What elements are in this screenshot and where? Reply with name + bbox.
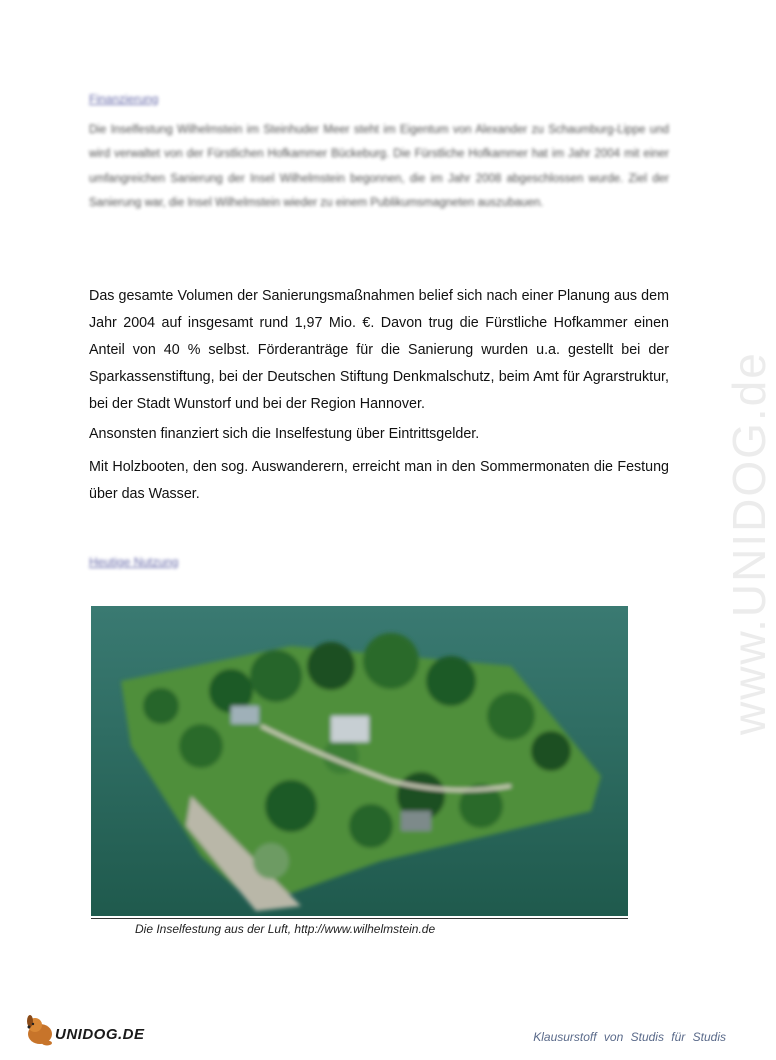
figure-caption: Die Inselfestung aus der Luft, http://www.wilhelmstein.de	[135, 922, 436, 936]
logo-text: UNIDOG.DE	[55, 1026, 145, 1043]
footer-text: Klausurstoff von Studis für Studis	[533, 1030, 726, 1044]
paragraph-holzbooten: Mit Holzbooten, den sog. Auswanderern, erreicht man in den Sommermonaten die Festung über das Wasser.	[89, 459, 669, 502]
watermark: www.UNIDOG.de	[723, 351, 775, 735]
section-heading-heutige-nutzung: Heutige Nutzung	[89, 555, 179, 569]
island-photo	[91, 606, 628, 916]
blurred-paragraph: Die Inselfestung Wilhelmstein im Steinhuder Meer steht im Eigentum von Alexander zu Schaumburg-Lippe und wird verwaltet von der Fürstlichen Hofkammer Bückeburg. Die Fürstliche Hofkammer hat im Jahr 2004 mit einer umfangreichen Sanierung der Insel Wilhelmstein begonnen, die im Jahr 2008 abgeschlossen wurde. Ziel der Sanierung war, die Insel Wilhelmstein wieder zu einem Publikumsmagneten auszubauen.	[89, 124, 669, 210]
caption-rule	[91, 918, 628, 919]
paragraph-eintrittsgelder: Ansonsten finanziert sich die Inselfestung über Eintrittsgelder.	[89, 426, 480, 442]
section-heading-finanzierung: Finanzierung	[89, 92, 159, 106]
paragraph-volumen: Das gesamte Volumen der Sanierungsmaßnahmen belief sich nach einer Planung aus dem Jahr 2004 auf insgesamt rund 1,97 Mio. €. Davon trug die Fürstliche Hofkammer einen Anteil von 40 % selbst. Förderanträge für die Sanierung wurden u.a. gestellt bei der Sparkassenstiftung, bei der Deutschen Stiftung Denkmalschutz, beim Amt für Agrarstruktur, bei der Stadt Wunstorf und bei der Region Hannover.	[89, 288, 669, 412]
